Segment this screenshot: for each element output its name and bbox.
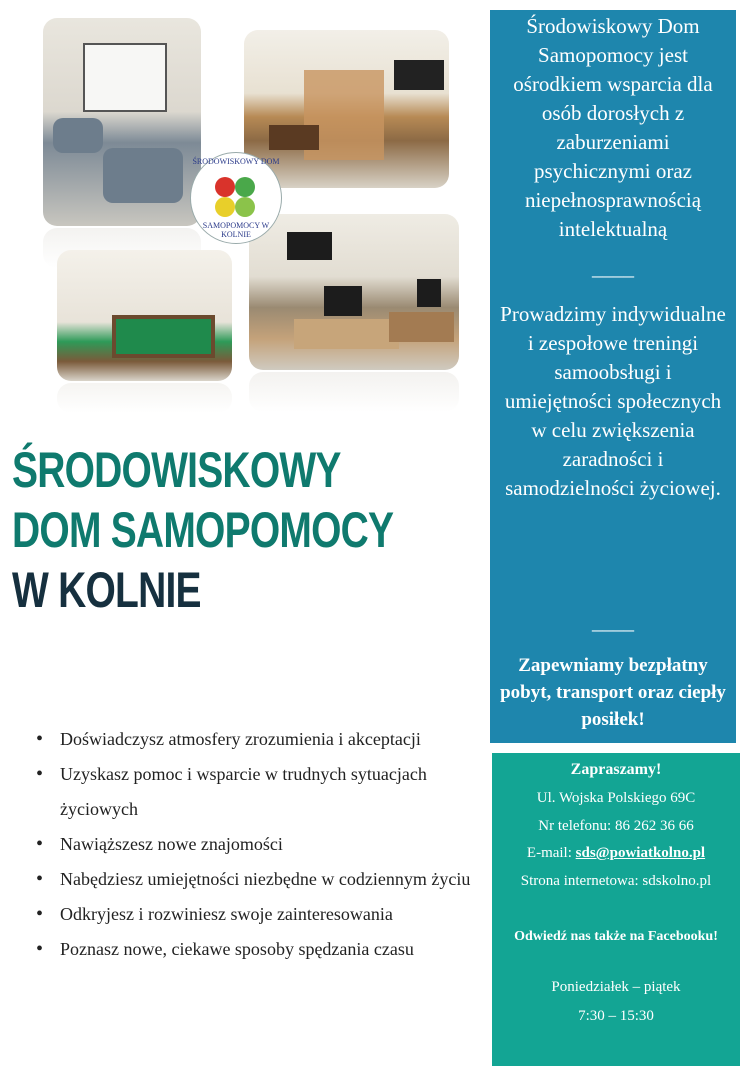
- computer-monitor: [324, 286, 362, 316]
- heart-icon: [235, 197, 255, 217]
- photo-reflection: [249, 372, 459, 412]
- heart-icon: [215, 177, 235, 197]
- list-item: • Poznasz nowe, ciekawe sposoby spędzania czasu: [36, 932, 481, 967]
- info-panel: [490, 10, 736, 743]
- computer-monitor: [417, 279, 441, 307]
- opening-hours: 7:30 – 15:30: [578, 1008, 654, 1024]
- title-line-1: ŚRODOWISKOWY: [12, 442, 341, 498]
- logo-text-bottom: SAMOPOMOCY W KOLNIE: [202, 221, 270, 239]
- intro-text: Środowiskowy Dom Samopomocy jest ośrodkiem wsparcia dla osób dorosłych z zaburzeniami psychicznymi oraz niepełnosprawnością intelektualną: [513, 14, 713, 241]
- heart-icon: [235, 177, 255, 197]
- desk: [294, 319, 399, 349]
- email-line: [492, 845, 740, 862]
- armchair: [103, 148, 183, 203]
- phone: Nr telefonu: 86 262 36 66: [538, 818, 694, 834]
- address: Ul. Wojska Polskiego 69C: [536, 790, 696, 806]
- projector-screen: [83, 43, 167, 112]
- desk: [269, 125, 319, 150]
- email-label: E-mail:: [526, 845, 576, 861]
- photo-lounge-room: [43, 18, 201, 226]
- billiard-table: [112, 315, 215, 358]
- title-line-3: W KOLNIE: [12, 562, 201, 618]
- separator: ____: [592, 610, 634, 634]
- offer-text: Zapewniamy bezpłatny pobyt, transport oraz ciepły posiłek!: [500, 655, 726, 730]
- list-item: • Uzyskasz pomoc i wsparcie w trudnych sytuacjach życiowych: [36, 757, 481, 827]
- desk: [389, 312, 454, 342]
- website: Strona internetowa: sdskolno.pl: [520, 873, 712, 889]
- separator: ____: [592, 256, 634, 280]
- organization-logo: [190, 152, 282, 244]
- heart-icon: [215, 197, 235, 217]
- list-item: • Odkryjesz i rozwiniesz swoje zainteresowania: [36, 897, 481, 932]
- television: [394, 60, 444, 90]
- logo-text-top: ŚRODOWISKOWY DOM: [192, 157, 280, 166]
- title-line-2: DOM SAMOPOMOCY: [12, 502, 394, 558]
- list-item: • Nawiąższesz nowe znajomości: [36, 827, 481, 862]
- photo-reflection: [57, 383, 232, 413]
- contact-panel: [492, 753, 740, 1066]
- page-title: [12, 440, 393, 620]
- trainings-text: Prowadzimy indywidualne i zespołowe treningi samoobsługi i umiejętności społecznych w celu zwiększenia zaradności i samodzielności życiowej.: [500, 302, 726, 500]
- opening-days: Poniedziałek – piątek: [551, 979, 681, 995]
- photo-gym-room: [57, 250, 232, 381]
- benefits-list: [36, 722, 481, 967]
- sofa: [53, 118, 103, 153]
- facebook-text: Odwiedź nas także na Facebooku!: [514, 929, 718, 944]
- email-link[interactable]: sds@powiatkolno.pl: [575, 845, 706, 861]
- list-item: • Nabędziesz umiejętności niezbędne w codziennym życiu: [36, 862, 481, 897]
- wall-screen: [287, 232, 332, 260]
- invite-heading: Zapraszamy!: [570, 761, 662, 778]
- list-item: • Doświadczysz atmosfery zrozumienia i akceptacji: [36, 722, 481, 757]
